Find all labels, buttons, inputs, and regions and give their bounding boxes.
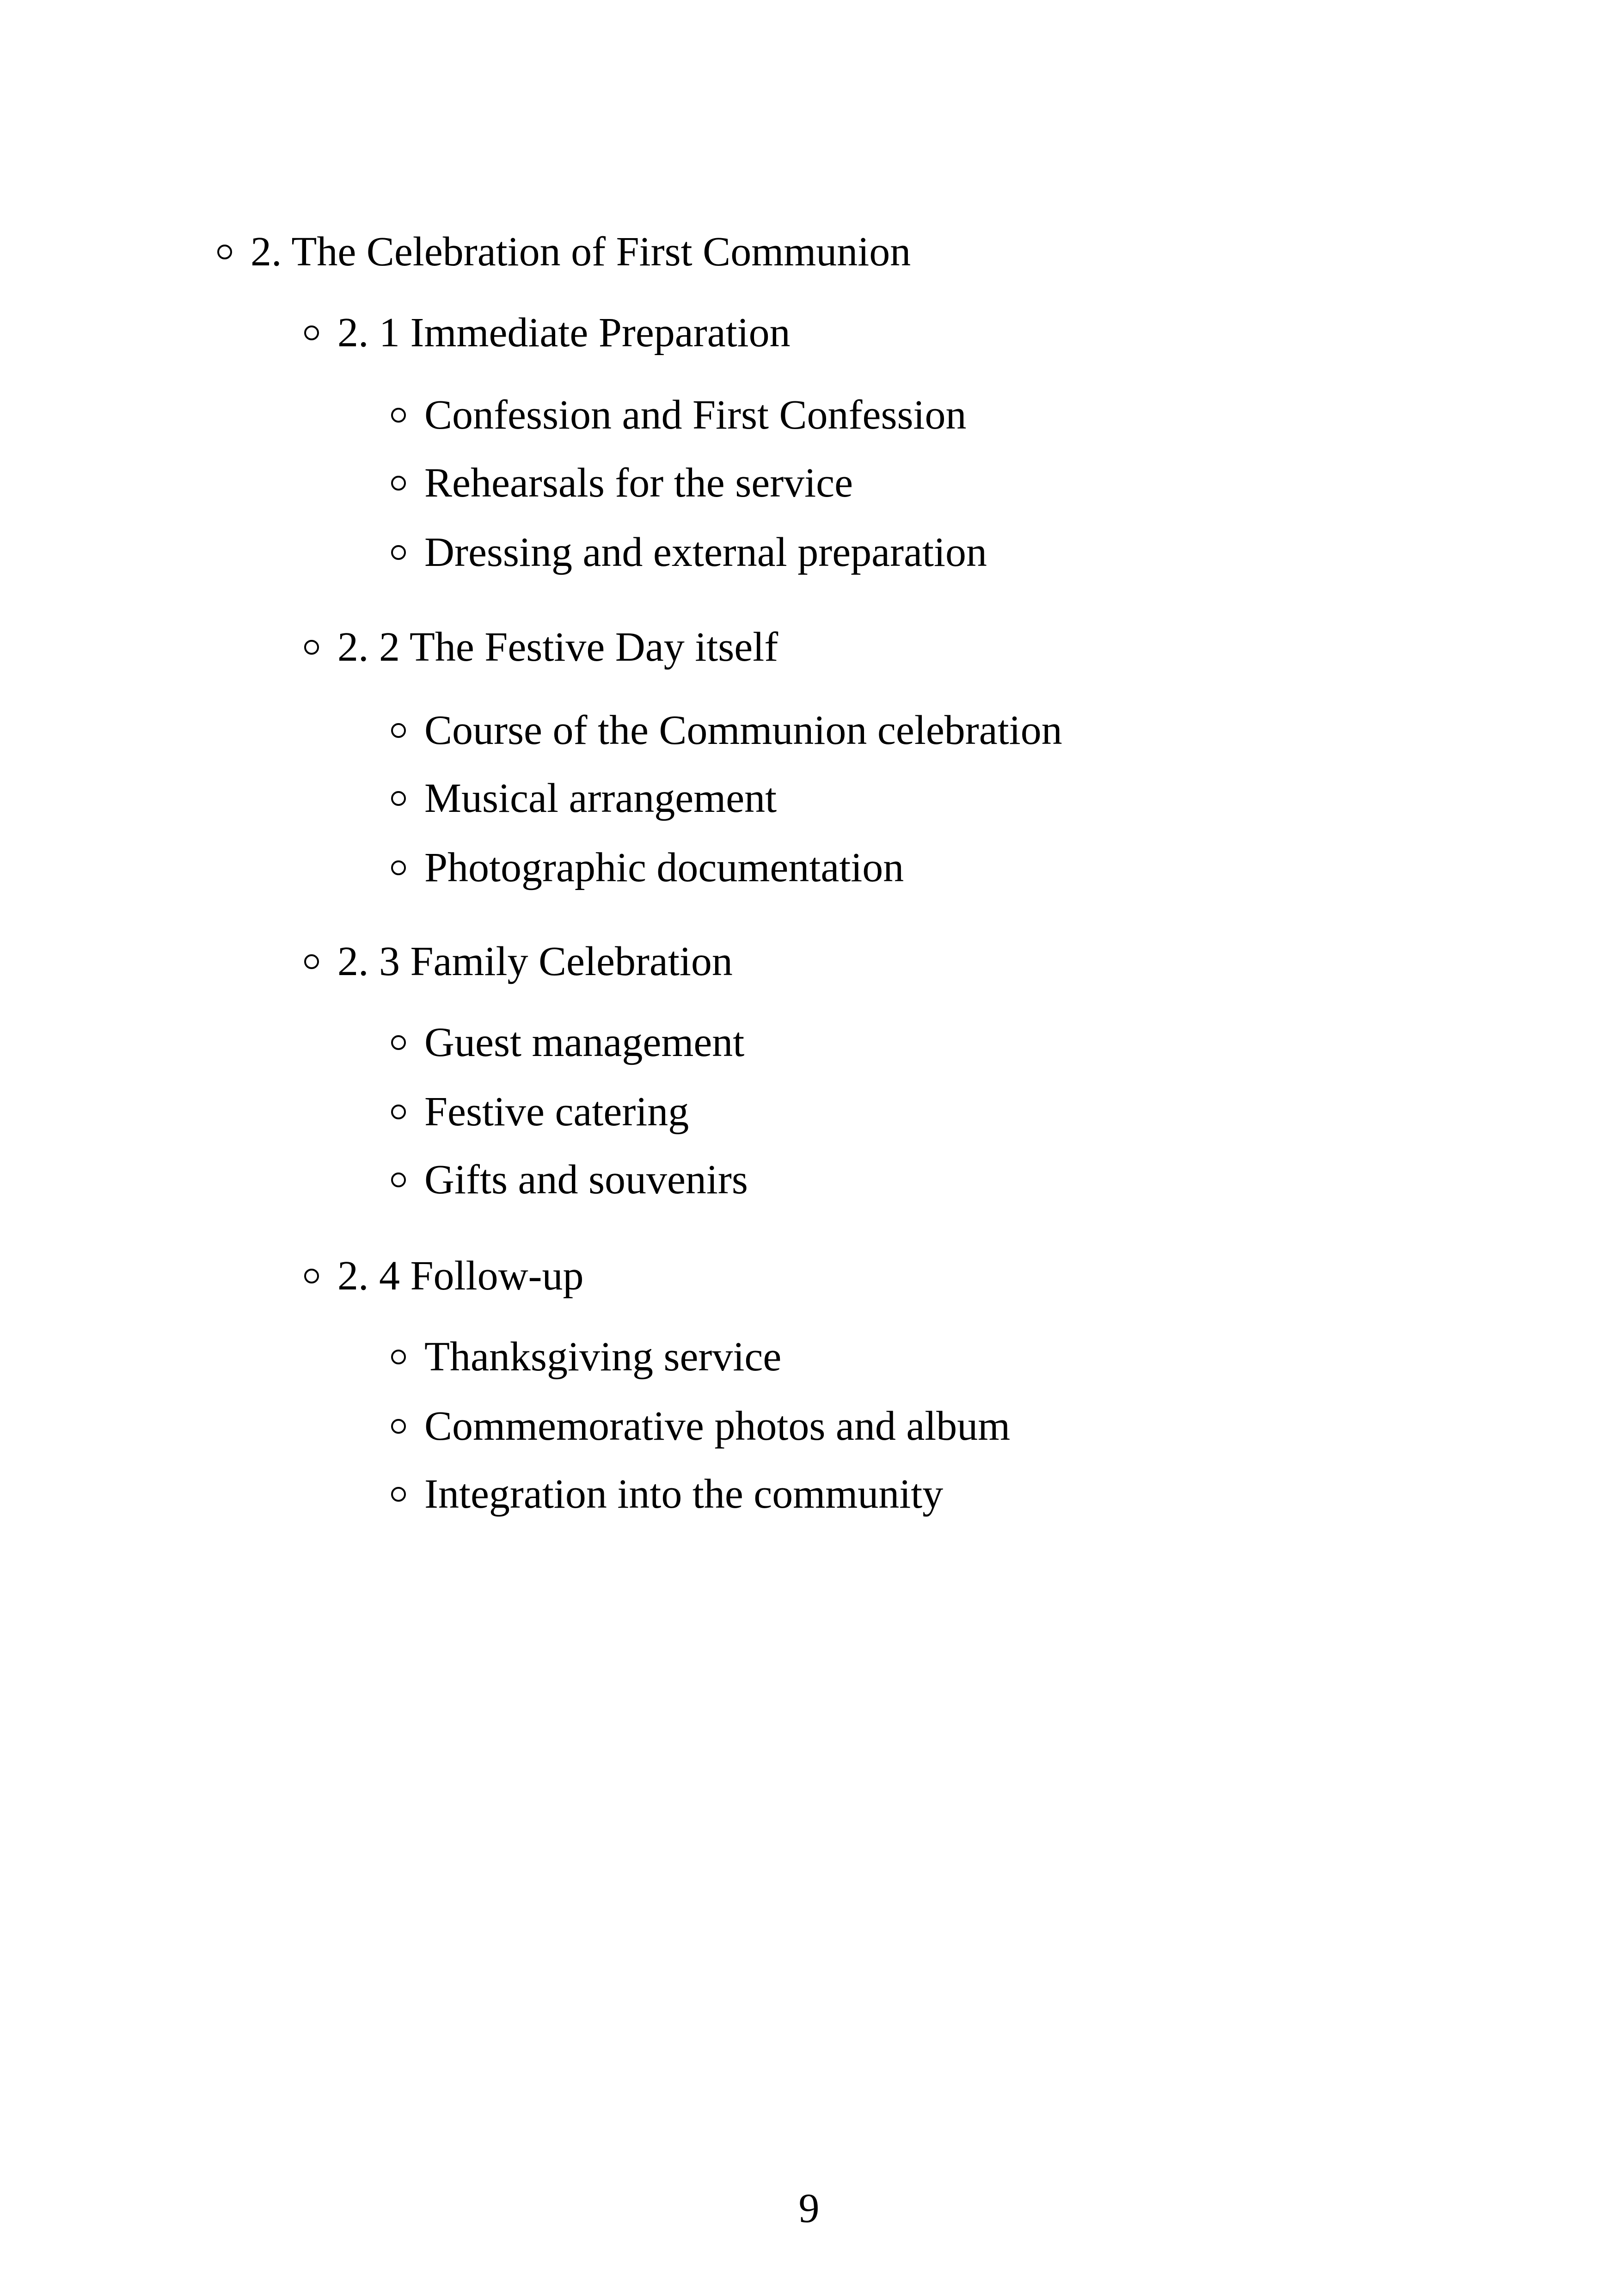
outline-item [391, 1091, 689, 1133]
outline-item-text: Confession and First Confession [424, 392, 967, 438]
hollow-circle-bullet-icon [391, 1035, 406, 1050]
hollow-circle-bullet-icon [304, 954, 319, 969]
subsection-title: 2. 1 Immediate Preparation [337, 310, 791, 356]
hollow-circle-bullet-icon [304, 325, 319, 340]
subsection-title: 2. 3 Family Celebration [337, 939, 733, 984]
section-title: 2. The Celebration of First Communion [251, 229, 911, 275]
outline-item-text: Rehearsals for the service [424, 460, 853, 506]
outline-item [391, 1473, 943, 1515]
hollow-circle-bullet-icon [391, 545, 406, 560]
hollow-circle-bullet-icon [391, 476, 406, 491]
subsection-heading [304, 1255, 584, 1297]
outline-item-text: Commemorative photos and album [424, 1403, 1011, 1449]
hollow-circle-bullet-icon [391, 1173, 406, 1187]
outline-item-text: Musical arrangement [424, 775, 777, 821]
hollow-circle-bullet-icon [391, 723, 406, 738]
hollow-circle-bullet-icon [391, 860, 406, 875]
outline-item [391, 462, 853, 504]
outline-item-text: Photographic documentation [424, 845, 904, 890]
hollow-circle-bullet-icon [217, 245, 232, 259]
hollow-circle-bullet-icon [304, 1269, 319, 1283]
outline-item [391, 1403, 1011, 1449]
outline-item [391, 394, 967, 436]
outline-item [391, 1336, 781, 1378]
outline-item [391, 775, 777, 821]
hollow-circle-bullet-icon [391, 1419, 406, 1434]
hollow-circle-bullet-icon [391, 1487, 406, 1502]
outline-item-text: Gifts and souvenirs [424, 1157, 748, 1203]
hollow-circle-bullet-icon [391, 408, 406, 423]
outline-item [391, 1019, 745, 1065]
subsection-title: 2. 2 The Festive Day itself [337, 624, 778, 670]
subsection-heading [304, 941, 733, 982]
hollow-circle-bullet-icon [391, 1350, 406, 1364]
subsection-title: 2. 4 Follow-up [337, 1253, 584, 1299]
outline-item [391, 529, 987, 575]
outline-item [391, 1159, 748, 1201]
hollow-circle-bullet-icon [391, 791, 406, 806]
outline-item-text: Guest management [424, 1019, 745, 1065]
outline-item [391, 707, 1062, 753]
page-number: 9 [798, 2185, 820, 2231]
subsection-heading [304, 626, 778, 668]
outline-item-text: Dressing and external preparation [424, 529, 987, 575]
outline-item-text: Course of the Communion celebration [424, 707, 1062, 753]
outline-item-text: Thanksgiving service [424, 1334, 782, 1380]
outline-section-heading [217, 231, 911, 273]
subsection-heading [304, 312, 791, 354]
hollow-circle-bullet-icon [391, 1105, 406, 1119]
outline-item-text: Festive catering [424, 1089, 689, 1135]
outline-item-text: Integration into the community [424, 1471, 944, 1517]
outline-item [391, 847, 904, 889]
hollow-circle-bullet-icon [304, 640, 319, 655]
